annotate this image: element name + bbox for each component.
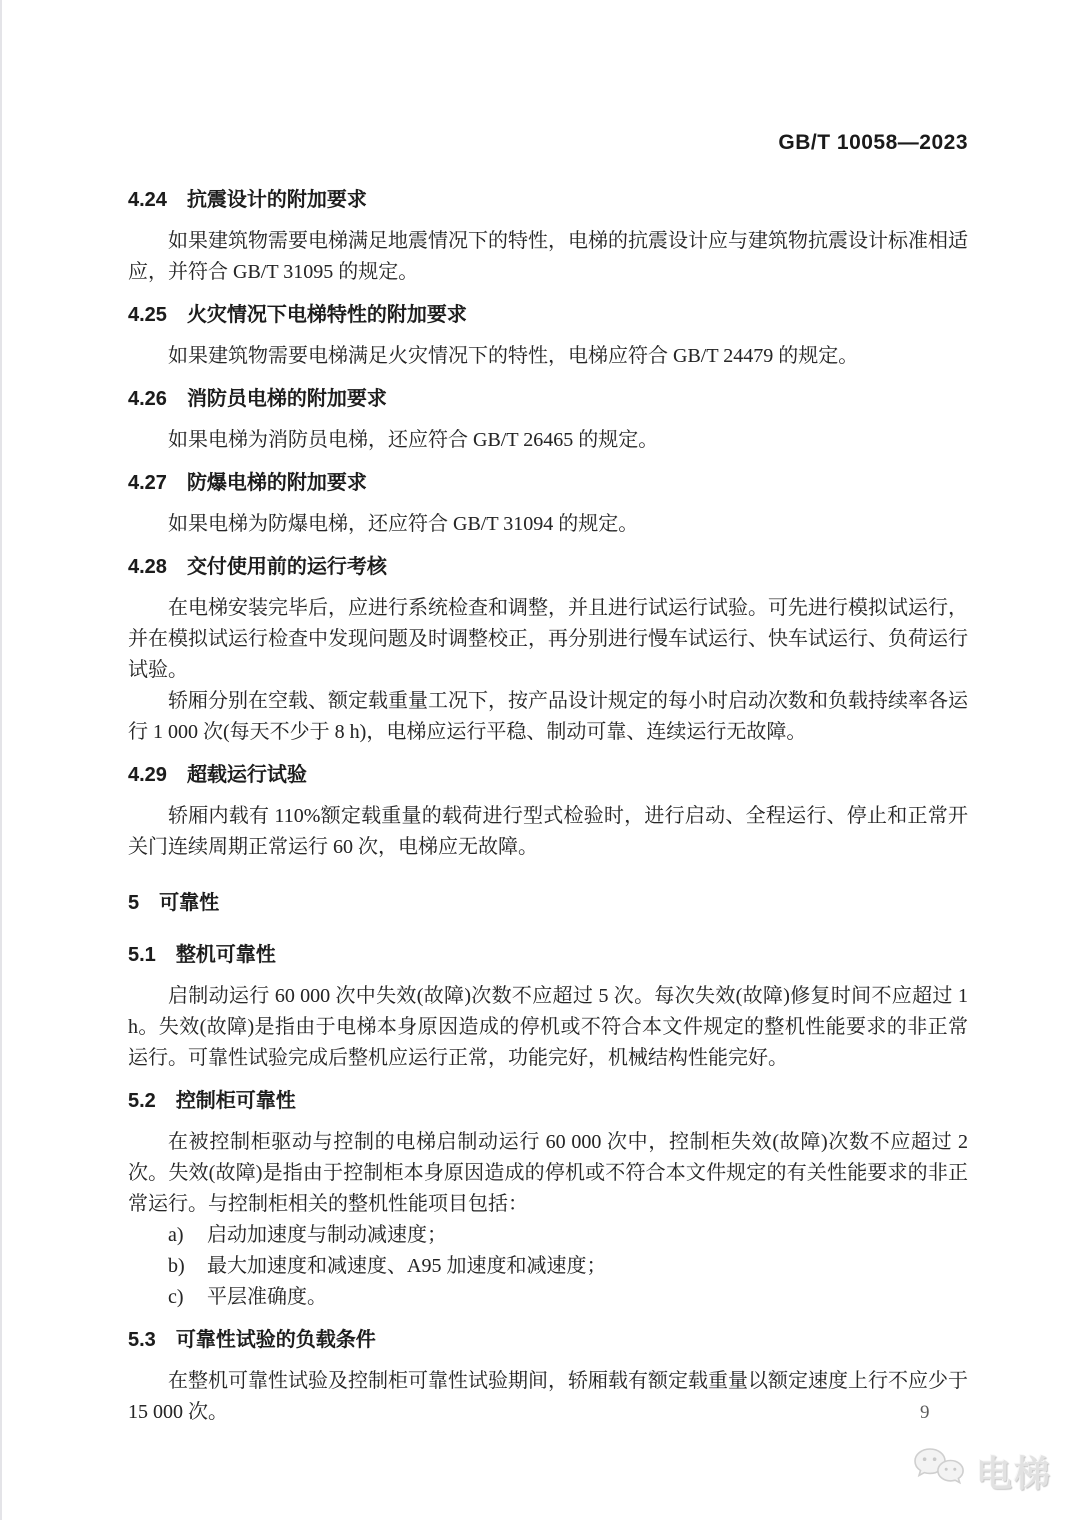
section-body-5-3 xyxy=(128,1366,968,1428)
paragraph: 在电梯安装完毕后，应进行系统检查和调整，并且进行试运行试验。可先进行模拟试运行，并在模拟试运行检查中发现问题及时调整校正，再分别进行慢车试运行、快车试运行、负荷运行试验。 xyxy=(128,597,968,681)
paragraph: 启制动运行 60 000 次中失效(故障)次数不应超过 5 次。每次失效(故障)修复时间不应超过 1 h。失效(故障)是指由于电梯本身原因造成的停机或不符合本文件规定的整机性能要求的非正常运行。可靠性试验完成后整机应运行正常，功能完好，机械结构性能完好。 xyxy=(128,985,968,1069)
page-content xyxy=(128,0,968,1428)
standard-code: GB/T 10058—2023 xyxy=(778,131,968,154)
paragraph: 在整机可靠性试验及控制柜可靠性试验期间，轿厢载有额定载重量以额定速度上行不应少于 15 000 次。 xyxy=(128,1370,968,1423)
section-heading-4-29 xyxy=(128,761,968,789)
ordered-list xyxy=(128,1220,968,1313)
page-number: 9 xyxy=(920,1402,930,1423)
section-number: 4.27 xyxy=(128,472,167,494)
section-title: 防爆电梯的附加要求 xyxy=(186,472,367,494)
paragraph: 如果电梯为防爆电梯，还应符合 GB/T 31094 的规定。 xyxy=(168,513,639,535)
section-number: 4.28 xyxy=(128,556,167,578)
paragraph: 在被控制柜驱动与控制的电梯启制动运行 60 000 次中，控制柜失效(故障)次数不应超过 2 次。失效(故障)是指由于控制柜本身原因造成的停机或不符合本文件规定的有关性能要求的非正常运行。与控制柜相关的整机性能项目包括： xyxy=(128,1131,968,1215)
section-title: 交付使用前的运行考核 xyxy=(186,556,387,578)
section-title: 整机可靠性 xyxy=(175,944,276,966)
list-item xyxy=(128,1282,968,1313)
section-number: 4.29 xyxy=(128,764,167,786)
section-title: 可靠性试验的负载条件 xyxy=(175,1329,376,1351)
section-title: 控制柜可靠性 xyxy=(175,1090,296,1112)
section-title: 消防员电梯的附加要求 xyxy=(186,388,387,410)
chapter-title: 可靠性 xyxy=(159,892,220,914)
wechat-watermark xyxy=(912,1446,1052,1497)
wechat-icon xyxy=(912,1446,966,1497)
section-heading-5-3 xyxy=(128,1326,968,1354)
chapter-number: 5 xyxy=(128,892,140,914)
section-body-5-2 xyxy=(128,1127,968,1313)
section-heading-4-24 xyxy=(128,186,968,214)
section-heading-4-26 xyxy=(128,385,968,413)
section-number: 5.1 xyxy=(128,944,156,966)
list-item-label: a) xyxy=(168,1224,184,1246)
section-body-5-1 xyxy=(128,981,968,1074)
watermark-label: 电梯 xyxy=(975,1453,1052,1494)
section-heading-5-2 xyxy=(128,1087,968,1115)
section-title: 抗震设计的附加要求 xyxy=(186,189,367,211)
section-number: 4.26 xyxy=(128,388,167,410)
section-title: 超载运行试验 xyxy=(186,764,307,786)
section-body-4-28 xyxy=(128,593,968,748)
section-body-4-29 xyxy=(128,801,968,863)
list-item xyxy=(128,1220,968,1251)
section-body-4-24 xyxy=(128,226,968,288)
paragraph: 如果建筑物需要电梯满足火灾情况下的特性，电梯应符合 GB/T 24479 的规定。 xyxy=(168,345,859,367)
section-body-4-25 xyxy=(128,341,968,372)
section-body-4-26 xyxy=(128,425,968,456)
chapter-heading-5 xyxy=(128,889,968,917)
section-body-4-27 xyxy=(128,509,968,540)
list-item xyxy=(128,1251,968,1282)
section-heading-5-1 xyxy=(128,941,968,969)
section-heading-4-25 xyxy=(128,301,968,329)
list-item-text: 最大加速度和减速度、A95 加速度和减速度； xyxy=(207,1255,607,1277)
list-item-label: b) xyxy=(168,1255,185,1277)
paragraph: 轿厢内载有 110%额定载重量的载荷进行型式检验时，进行启动、全程运行、停止和正常开关门连续周期正常运行 60 次，电梯应无故障。 xyxy=(128,805,968,858)
section-number: 5.2 xyxy=(128,1090,156,1112)
list-item-label: c) xyxy=(168,1286,184,1308)
section-number: 5.3 xyxy=(128,1329,156,1351)
list-item-text: 平层准确度。 xyxy=(207,1286,327,1308)
section-heading-4-28 xyxy=(128,553,968,581)
section-number: 4.25 xyxy=(128,304,167,326)
section-heading-4-27 xyxy=(128,469,968,497)
paragraph: 如果建筑物需要电梯满足地震情况下的特性，电梯的抗震设计应与建筑物抗震设计标准相适应，并符合 GB/T 31095 的规定。 xyxy=(128,230,968,283)
section-number: 4.24 xyxy=(128,189,167,211)
list-item-text: 启动加速度与制动减速度； xyxy=(207,1224,447,1246)
paragraph: 如果电梯为消防员电梯，还应符合 GB/T 26465 的规定。 xyxy=(168,429,659,451)
paragraph: 轿厢分别在空载、额定载重量工况下，按产品设计规定的每小时启动次数和负载持续率各运行 1 000 次(每天不少于 8 h)，电梯应运行平稳、制动可靠、连续运行无故障。 xyxy=(128,690,968,743)
section-title: 火灾情况下电梯特性的附加要求 xyxy=(186,304,467,326)
